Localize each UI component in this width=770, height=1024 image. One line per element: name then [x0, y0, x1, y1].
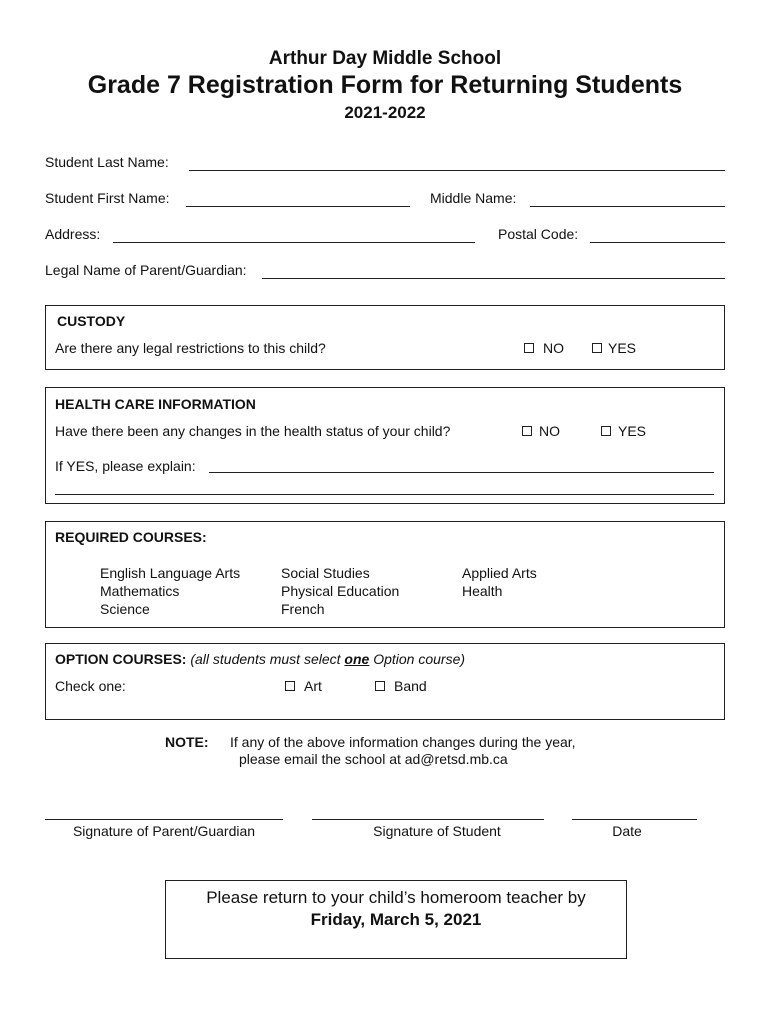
course-item: Health: [462, 583, 503, 599]
option-note-pre: (all students must select: [190, 651, 345, 667]
course-item: Science: [100, 601, 150, 617]
date-label: Date: [612, 823, 642, 839]
custody-yes-label: YES: [608, 340, 637, 356]
custody-yes-checkbox[interactable]: [592, 343, 602, 353]
last-name-label: Student Last Name:: [45, 154, 169, 170]
middle-name-line[interactable]: [530, 206, 725, 207]
band-checkbox[interactable]: [375, 681, 385, 691]
option-courses-title: OPTION COURSES:: [55, 651, 187, 667]
health-yes-checkbox[interactable]: [601, 426, 611, 436]
school-year: 2021-2022: [344, 103, 426, 122]
address-label: Address:: [45, 226, 101, 242]
guardian-line[interactable]: [262, 278, 725, 279]
return-line-2: Friday, March 5, 2021: [310, 910, 482, 929]
art-label: Art: [304, 678, 322, 694]
form-title: Grade 7 Registration Form for Returning Students: [87, 71, 683, 99]
return-notice: [165, 880, 627, 959]
check-one-label: Check one:: [55, 678, 126, 694]
custody-question: Are there any legal restrictions to this child?: [55, 340, 326, 356]
required-courses-column-3: [462, 564, 537, 600]
parent-signature-line[interactable]: [45, 819, 283, 820]
required-courses-section: [45, 521, 725, 628]
return-line-1: Please return to your child’s homeroom teacher by: [206, 888, 586, 907]
required-courses-title: REQUIRED COURSES:: [55, 529, 207, 545]
required-courses-column-2: [281, 564, 399, 618]
custody-no-label: NO: [543, 340, 564, 356]
address-line[interactable]: [113, 242, 475, 243]
postal-code-label: Postal Code:: [498, 226, 579, 242]
student-signature-line[interactable]: [312, 819, 544, 820]
health-no-checkbox[interactable]: [522, 426, 532, 436]
course-item: Mathematics: [100, 583, 180, 599]
guardian-label: Legal Name of Parent/Guardian:: [45, 262, 247, 278]
option-courses-section: [45, 643, 725, 720]
option-note-post: Option course): [369, 651, 466, 667]
art-checkbox[interactable]: [285, 681, 295, 691]
required-courses-column-1: [100, 564, 240, 618]
health-no-label: NO: [539, 423, 560, 439]
health-explain-line-2[interactable]: [55, 494, 714, 495]
first-name-line[interactable]: [186, 206, 410, 207]
option-courses-heading: [55, 651, 465, 667]
note-line-1: If any of the above information changes during the year,: [230, 734, 576, 750]
course-item: Applied Arts: [462, 565, 537, 581]
date-line[interactable]: [572, 819, 697, 820]
postal-code-line[interactable]: [590, 242, 725, 243]
last-name-line[interactable]: [189, 170, 725, 171]
school-name: Arthur Day Middle School: [268, 48, 502, 69]
middle-name-label: Middle Name:: [430, 190, 517, 206]
first-name-label: Student First Name:: [45, 190, 170, 206]
note-label: NOTE:: [165, 734, 209, 750]
band-label: Band: [394, 678, 427, 694]
custody-section: [45, 305, 725, 370]
health-explain-line[interactable]: [209, 472, 714, 473]
custody-title: CUSTODY: [57, 313, 126, 329]
option-note-emph: one: [344, 651, 370, 667]
health-question: Have there been any changes in the health status of your child?: [55, 423, 451, 439]
health-yes-label: YES: [618, 423, 647, 439]
custody-no-checkbox[interactable]: [524, 343, 534, 353]
note-line-2: please email the school at ad@retsd.mb.ca: [239, 751, 508, 767]
health-explain-label: If YES, please explain:: [55, 458, 196, 474]
health-title: HEALTH CARE INFORMATION: [55, 396, 256, 412]
course-item: Physical Education: [281, 583, 400, 599]
course-item: French: [281, 601, 325, 617]
course-item: Social Studies: [281, 565, 370, 581]
student-signature-label: Signature of Student: [373, 823, 501, 839]
course-item: English Language Arts: [100, 565, 241, 581]
health-section: [45, 387, 725, 504]
parent-signature-label: Signature of Parent/Guardian: [72, 823, 256, 839]
